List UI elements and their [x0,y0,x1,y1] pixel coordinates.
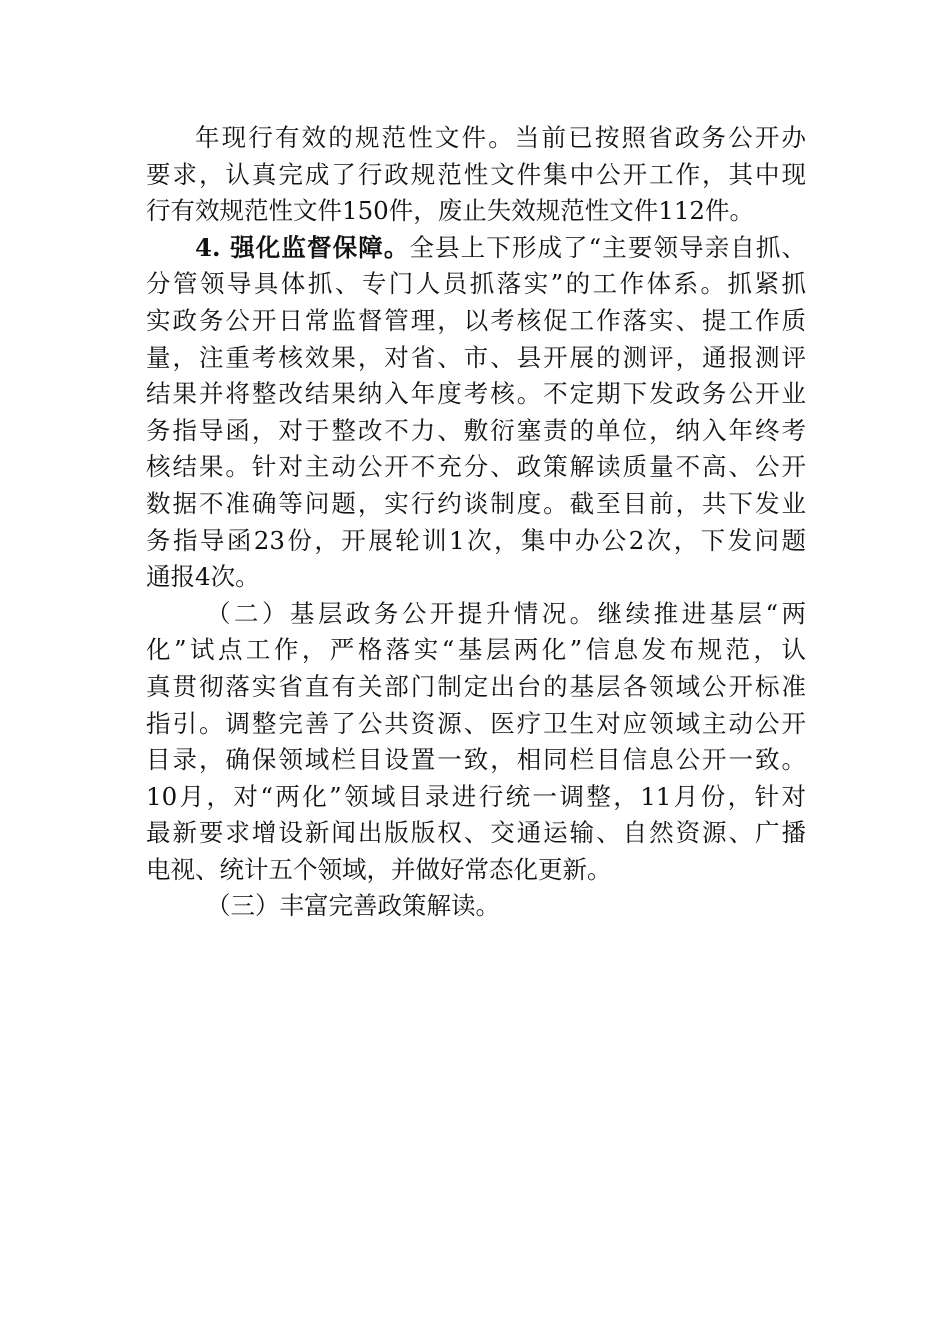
text-line: 化”试点工作，严格落实“基层两化”信息发布规范，认 [146,635,806,665]
text-line: 务指导函，对于整改不力、敷衍塞责的单位，纳入年终考 [146,415,806,445]
text-line: 量，注重考核效果，对省、市、县开展的测评，通报测评 [146,342,806,372]
text-line: 通报4次。 [146,562,260,592]
section-heading: （三）丰富完善政策解读。 [206,891,500,921]
section-heading: 4. 强化监督保障。 [195,232,410,262]
text-line: 10月，对“两化”领域目录进行统一调整，11月份，针对 [146,781,806,811]
text-line: 最新要求增设新闻出版版权、交通运输、自然资源、广播 [146,818,806,848]
document-body [146,120,806,925]
text-line: 分管领导具体抓、专门人员抓落实”的工作体系。抓紧抓 [146,269,806,299]
text-line: 年现行有效的规范性文件。当前已按照省政务公开办 [195,123,806,152]
text-line: （二）基层政务公开提升情况。继续推进基层“两 [206,598,806,628]
paragraph-3 [146,596,806,889]
paragraph-4 [146,888,806,925]
paragraph-1 [146,120,806,230]
text-line: 电视、统计五个领域，并做好常态化更新。 [146,854,612,884]
text-line: 目录，确保领域栏目设置一致，相同栏目信息公开一致。 [146,745,806,775]
paragraph-2 [146,230,806,596]
text-line: 要求，认真完成了行政规范性文件集中公开工作，其中现 [146,159,806,189]
text-segment: 全县上下形成了“主要领导亲自抓、 [409,232,806,262]
text-line: 数据不准确等问题，实行约谈制度。截至目前，共下发业 [146,488,806,518]
text-line: 结果并将整改结果纳入年度考核。不定期下发政务公开业 [146,379,806,409]
text-line: 真贯彻落实省直有关部门制定出台的基层各领域公开标准 [146,671,806,701]
text-line [146,230,806,267]
text-line: 务指导函23份，开展轮训1次，集中办公2次，下发问题 [146,525,806,555]
text-line: 行有效规范性文件150件，废止失效规范性文件112件。 [146,196,755,226]
text-line: 实政务公开日常监督管理，以考核促工作落实、提工作质 [146,305,806,335]
text-line: 指引。调整完善了公共资源、医疗卫生对应领域主动公开 [146,708,806,738]
text-line: 核结果。针对主动公开不充分、政策解读质量不高、公开 [146,452,806,482]
